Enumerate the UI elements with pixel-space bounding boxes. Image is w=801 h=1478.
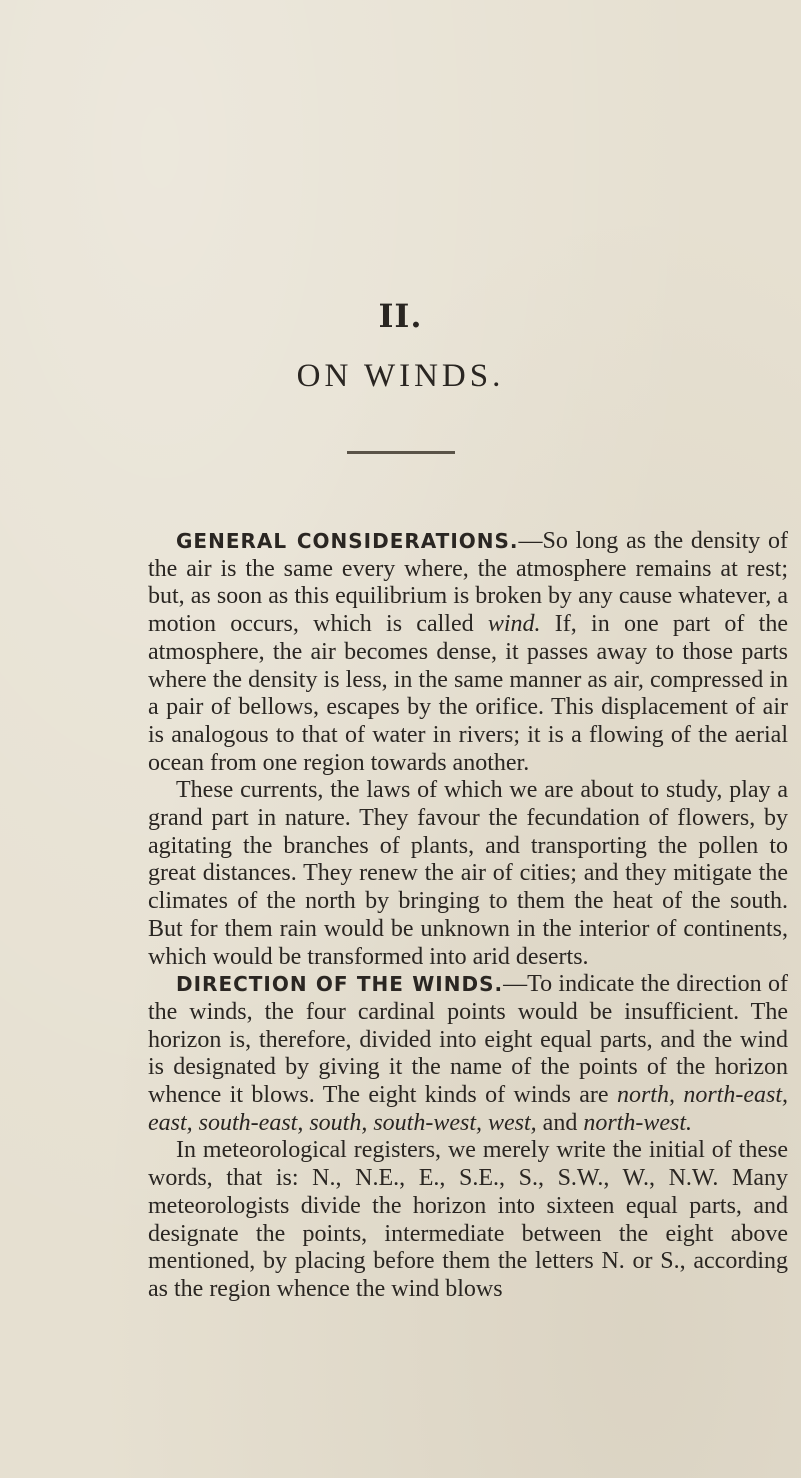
- paragraph-general-considerations: [148, 528, 788, 777]
- paragraph-text: and: [536, 1109, 584, 1136]
- paragraph-text: In meteorological registers, we merely write the initial of these words, that is: N., N.E., E., S.E., S., S.W., W., N.W. Many meteorologists divide the horizon into sixteen equal parts, and designate the points, intermediate between the eight above mentioned, by placing before them the letters N. or S., according as the region whence the wind blows: [148, 1137, 788, 1302]
- chapter-number: II.: [378, 297, 423, 335]
- chapter-title: ON WINDS.: [296, 358, 505, 394]
- italic-term: north-west.: [583, 1109, 692, 1136]
- italic-term: wind.: [487, 611, 541, 638]
- section-lead-direction-of-winds: DIRECTION OF THE WINDS.: [176, 972, 504, 997]
- title-rule: [347, 451, 455, 454]
- paragraph-text: —To indicate the direction of the winds, the four cardinal points would be insufficient. The horizon is, therefore, divided into eight equal parts, and the wind is designated by giving it the name of the points of the horizon whence it blows. The eight kinds of winds are: [148, 971, 789, 1109]
- paragraph-text: If, in one part of the atmosphere, the air becomes dense, it passes away to those parts where the density is less, in the same manner as air, compressed in a pair of bellows, escapes by the orifice. This displacement of air is analogous to that of water in rivers; it is a flowing of the aerial ocean from one region towards another.: [148, 611, 788, 776]
- section-lead-general-considerations: GENERAL CONSIDERATIONS.: [176, 529, 519, 553]
- italic-term: north, north-east, east, south-east, south, south-west, west,: [148, 1082, 789, 1136]
- paragraph-currents: [148, 777, 788, 971]
- paragraph-text: —So long as the density of the air is the same every where, the atmosphere remains at rest; but, as soon as this equilibrium is broken by any cause whatever, a motion occurs, which is called: [148, 528, 788, 638]
- paragraph-direction-of-winds: [148, 971, 788, 1137]
- paragraph-text: These currents, the laws of which we are about to study, play a grand part in nature. They favour the fecundation of flowers, by agitating the branches of plants, and transporting the pollen to great distances. They renew the air of cities; and they mitigate the climates of the north by bringing to them the heat of the south. But for them rain would be unknown in the interior of continents, which would be transformed into arid deserts.: [148, 777, 788, 970]
- paragraph-meteorological-registers: [148, 1137, 788, 1303]
- body-text: [148, 528, 788, 1304]
